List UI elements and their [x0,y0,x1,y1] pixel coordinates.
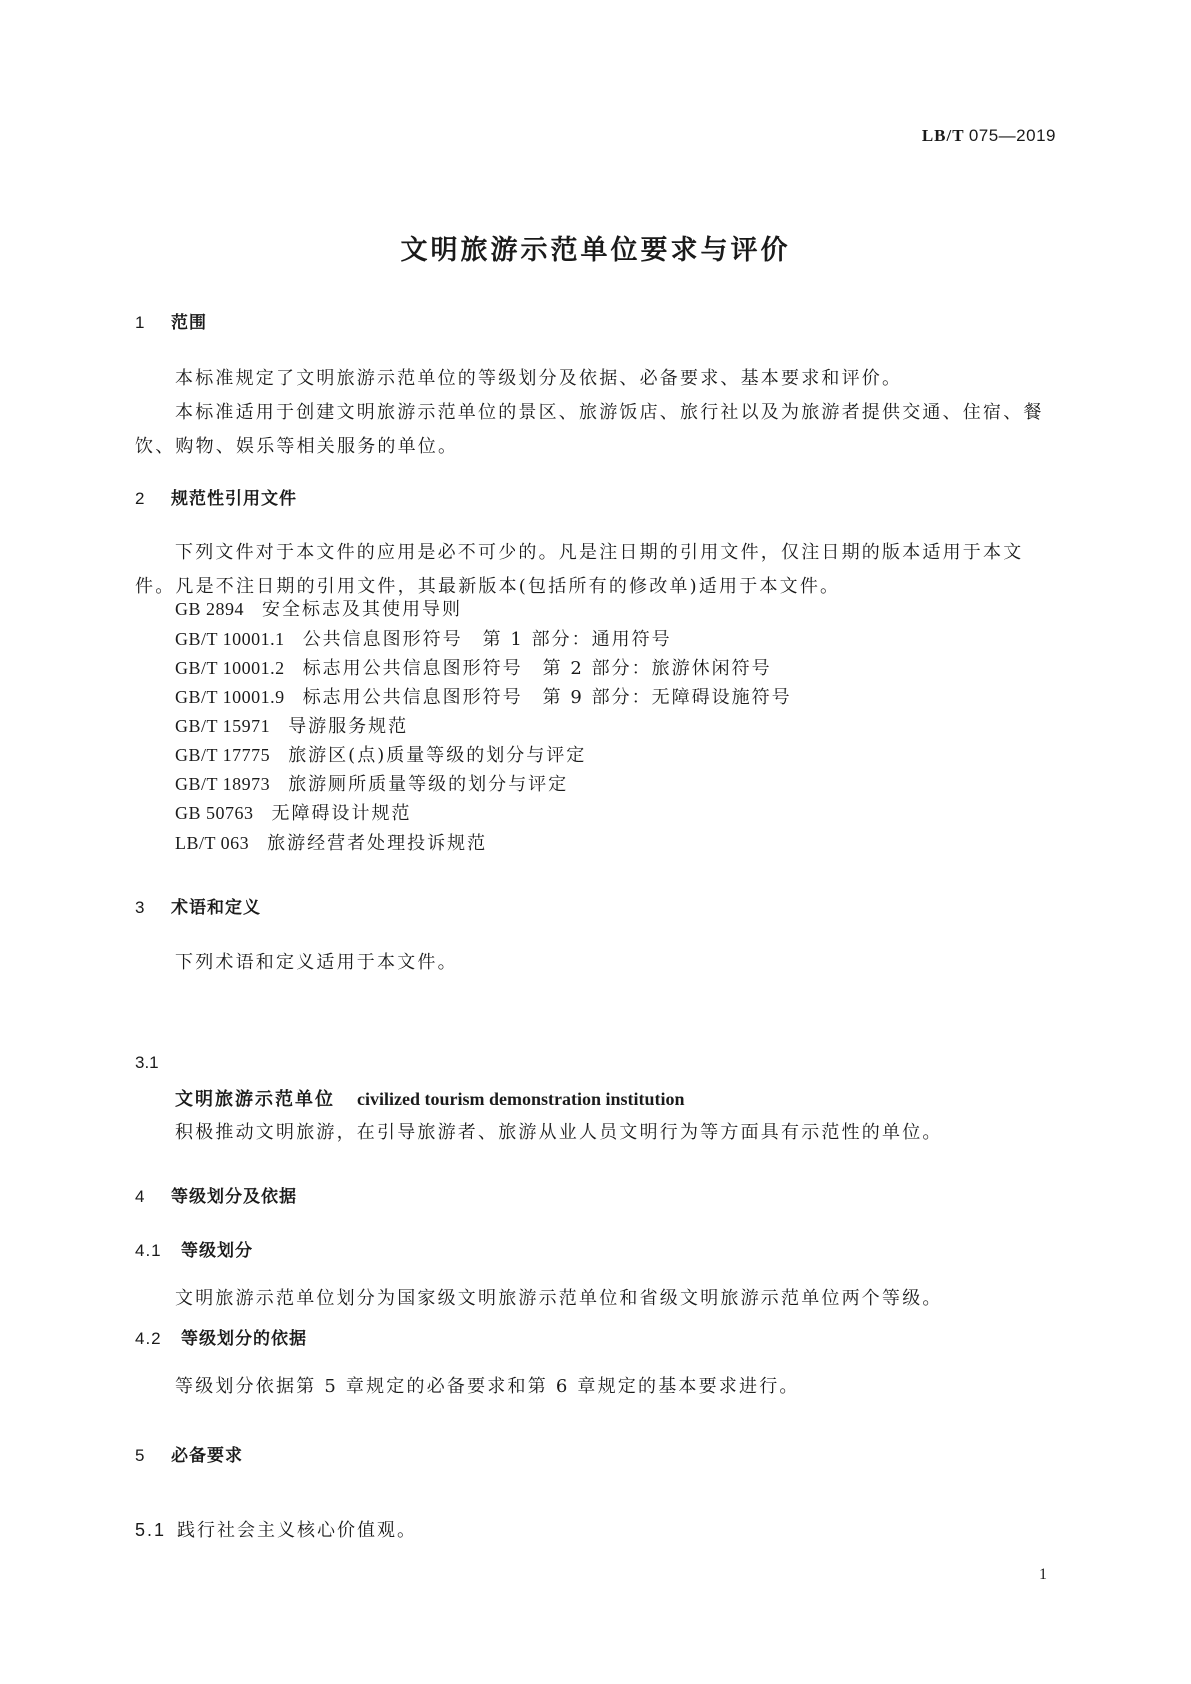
section-title: 等级划分及依据 [171,1187,297,1207]
section-title: 范围 [171,313,207,333]
section-4-2-heading [135,1324,307,1349]
reference-code: GB/T 10001.9 [175,687,285,707]
section-title: 等级划分 [181,1241,253,1261]
section-number: 4.1 [135,1241,162,1260]
reference-item [175,798,412,829]
item-5-1 [135,1516,417,1542]
section-4-1-heading [135,1236,253,1261]
term-entry [175,1085,685,1111]
standard-number [922,126,1056,146]
reference-code: GB/T 17775 [175,745,271,765]
reference-name: 旅游区(点)质量等级的划分与评定 [288,745,587,766]
section-title: 规范性引用文件 [171,489,297,509]
section-number: 4.2 [135,1329,162,1348]
reference-code: GB/T 18973 [175,774,271,794]
section-title: 术语和定义 [171,898,261,918]
section-number: 5 [135,1446,146,1465]
section-5-heading [135,1441,243,1466]
reference-name: 标志用公共信息图形符号 第 9 部分：无障碍设施符号 [302,687,792,708]
paragraph-line: 件。凡是不注日期的引用文件，其最新版本(包括所有的修改单)适用于本文件。 [135,576,841,597]
paragraph: 等级划分依据第 5 章规定的必备要求和第 6 章规定的基本要求进行。 [175,1376,800,1397]
term-number: 3.1 [135,1053,159,1072]
section-4-1-body [135,1282,1065,1316]
section-4-heading [135,1182,297,1207]
reference-name: 旅游经营者处理投诉规范 [267,833,488,854]
section-3-body [135,946,1065,980]
paragraph: 文明旅游示范单位划分为国家级文明旅游示范单位和省级文明旅游示范单位两个等级。 [175,1288,943,1309]
item-text: 践行社会主义核心价值观。 [177,1520,417,1541]
term-chinese: 文明旅游示范单位 [175,1089,335,1110]
reference-name: 无障碍设计规范 [271,803,412,824]
paragraph-line: 下列文件对于本文件的应用是必不可少的。凡是注日期的引用文件，仅注日期的版本适用于本文 [175,542,1024,563]
section-1-heading [135,308,207,333]
reference-name: 标志用公共信息图形符号 第 2 部分：旅游休闲符号 [302,658,772,679]
section-3-heading [135,893,261,918]
reference-item [175,653,772,684]
reference-item [175,769,568,800]
paragraph-line: 饮、购物、娱乐等相关服务的单位。 [135,436,459,457]
section-title: 必备要求 [171,1446,243,1466]
reference-item [175,740,586,771]
section-number: 3 [135,898,146,917]
section-number: 4 [135,1187,146,1206]
reference-code: GB 2894 [175,599,245,619]
standard-prefix: LB/T [921,126,965,145]
reference-item [175,682,792,713]
section-number: 2 [135,489,146,508]
section-1-body [135,362,1065,464]
reference-code: GB/T 15971 [175,716,271,736]
section-2-heading [135,484,297,509]
reference-name: 导游服务规范 [288,716,409,737]
section-title: 等级划分的依据 [181,1329,307,1349]
reference-item [175,828,487,859]
term-english: civilized tourism demonstration institution [357,1089,685,1109]
reference-item [175,624,672,655]
section-4-2-body [135,1370,1065,1404]
reference-code: GB/T 10001.2 [175,658,285,678]
paragraph: 下列术语和定义适用于本文件。 [175,952,458,973]
term-definition: 积极推动文明旅游，在引导旅游者、旅游从业人员文明行为等方面具有示范性的单位。 [175,1122,943,1143]
reference-name: 公共信息图形符号 第 1 部分：通用符号 [302,629,672,650]
reference-item [175,711,408,742]
item-number: 5.1 [135,1520,167,1540]
reference-name: 安全标志及其使用导则 [262,599,463,620]
standard-code: 075—2019 [968,126,1056,145]
paragraph-line: 本标准适用于创建文明旅游示范单位的景区、旅游饭店、旅行社以及为旅游者提供交通、住宿、餐 [175,402,1044,423]
reference-item [175,594,462,625]
reference-code: GB/T 10001.1 [175,629,285,649]
reference-code: LB/T 063 [175,833,250,853]
section-number: 1 [135,313,146,332]
reference-code: GB 50763 [175,803,254,823]
document-title: 文明旅游示范单位要求与评价 [400,235,791,266]
reference-name: 旅游厕所质量等级的划分与评定 [288,774,569,795]
paragraph: 本标准规定了文明旅游示范单位的等级划分及依据、必备要求、基本要求和评价。 [175,368,903,389]
page-number: 1 [1039,1566,1047,1583]
